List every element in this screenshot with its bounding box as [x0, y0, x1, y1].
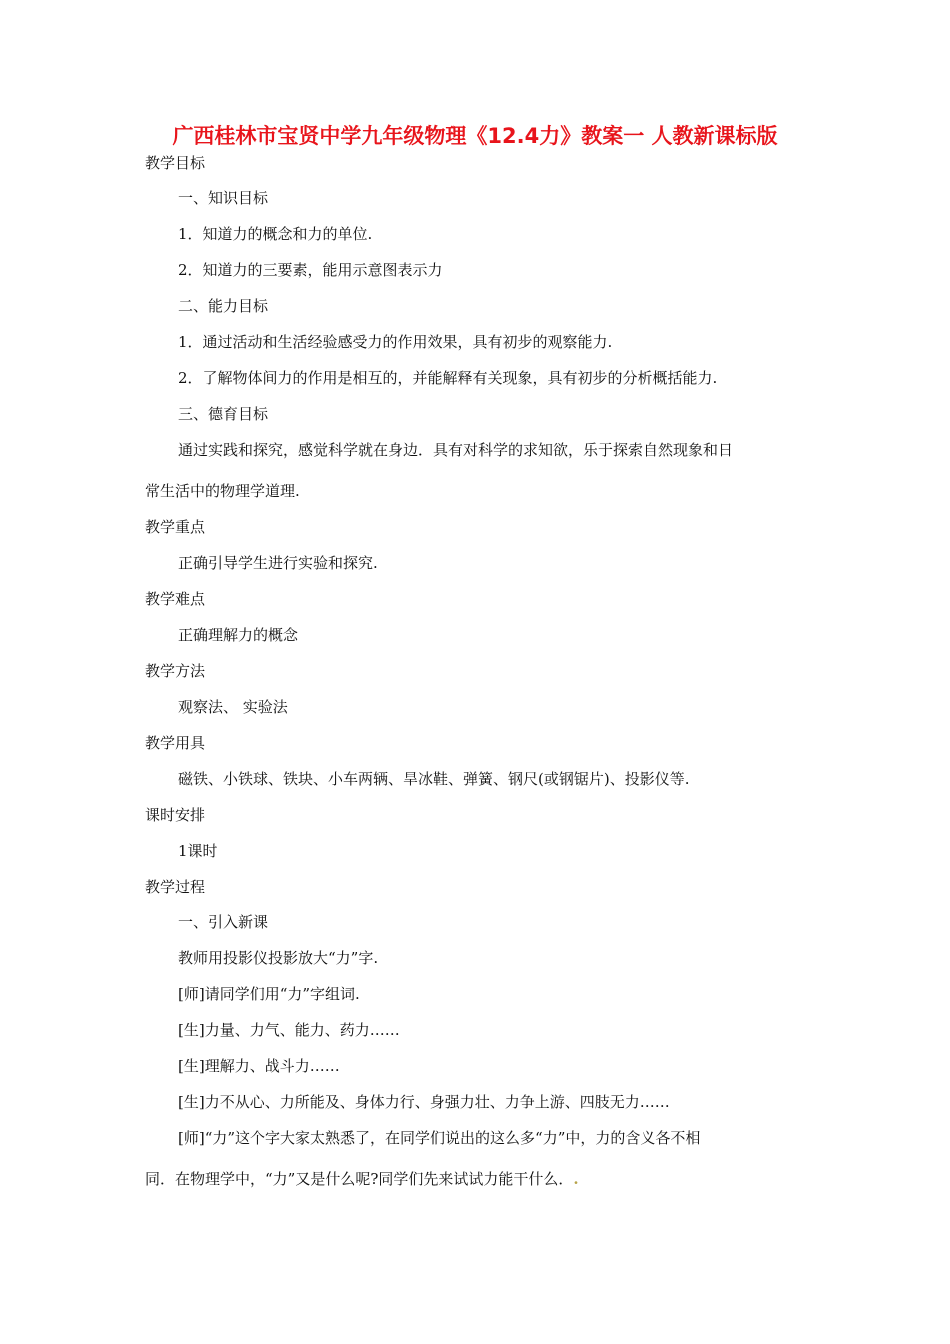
process-line-7-text: 同．在物理学中，“力”又是什么呢?同学们先来试试力能干什么．	[145, 1170, 574, 1188]
ability-goal-2: 2．了解物体间力的作用是相互的，并能解释有关现象，具有初步的分析概括能力.	[178, 369, 718, 387]
ability-goal-1: 1．通过活动和生活经验感受力的作用效果，具有初步的观察能力.	[178, 333, 613, 351]
moral-goal-text-line-2: 常生活中的物理学道理.	[145, 482, 300, 500]
document-title: 广西桂林市宝贤中学九年级物理《12.4力》教案一 人教新课标版	[172, 124, 778, 148]
heading-process: 教学过程	[145, 878, 206, 896]
trailing-dot-mark: .	[573, 1170, 579, 1188]
heading-key-points: 教学重点	[145, 518, 206, 536]
heading-methods: 教学方法	[145, 662, 206, 680]
subheading-introduction: 一、引入新课	[178, 913, 269, 931]
process-line-1: 教师用投影仪投影放大“力”字.	[178, 949, 379, 967]
schedule-text: 1课时	[178, 842, 218, 860]
heading-schedule: 课时安排	[145, 806, 206, 824]
process-line-3: [生]力量、力气、能力、药力……	[178, 1021, 400, 1039]
heading-teaching-goals: 教学目标	[145, 154, 206, 172]
process-line-4: [生]理解力、战斗力……	[178, 1057, 340, 1075]
methods-text: 观察法、 实验法	[178, 698, 288, 716]
process-line-5: [生]力不从心、力所能及、身体力行、身强力壮、力争上游、四肢无力……	[178, 1093, 670, 1111]
process-line-2: [师]请同学们用“力”字组词.	[178, 985, 360, 1003]
tools-text: 磁铁、小铁球、铁块、小车两辆、旱冰鞋、弹簧、钢尺(或钢锯片)、投影仪等.	[178, 770, 690, 788]
knowledge-goal-2: 2．知道力的三要素，能用示意图表示力	[178, 261, 443, 279]
subheading-ability-goals: 二、能力目标	[178, 297, 269, 315]
knowledge-goal-1: 1．知道力的概念和力的单位.	[178, 225, 373, 243]
process-line-7	[145, 1168, 579, 1190]
heading-tools: 教学用具	[145, 734, 206, 752]
key-points-text: 正确引导学生进行实验和探究.	[178, 554, 378, 572]
heading-difficulties: 教学难点	[145, 590, 206, 608]
moral-goal-text-line-1: 通过实践和探究，感觉科学就在身边．具有对科学的求知欲，乐于探索自然现象和日	[178, 441, 734, 459]
difficulties-text: 正确理解力的概念	[178, 626, 299, 644]
subheading-knowledge-goals: 一、知识目标	[178, 189, 269, 207]
process-line-6: [师]“力”这个字大家太熟悉了，在同学们说出的这么多“力”中，力的含义各不相	[178, 1129, 701, 1147]
subheading-moral-goals: 三、德育目标	[178, 405, 269, 423]
